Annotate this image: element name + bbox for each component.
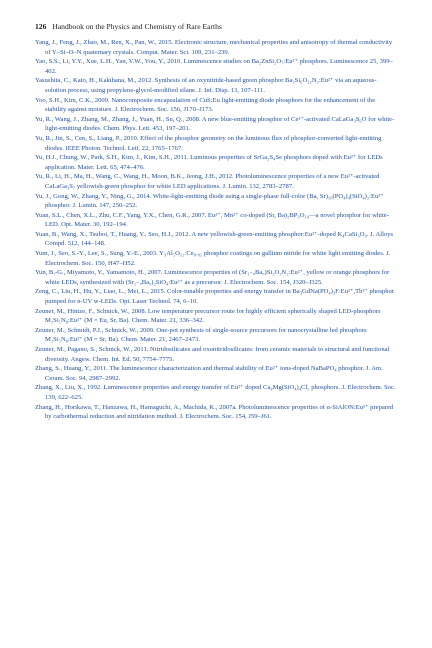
reference-item [35,134,396,153]
reference-item [35,172,396,191]
reference-link[interactable]: Zeuner, M., Schmidt, P.J., Schnick, W., 2009. One-pot synthesis of single-source precursors for nanocrystalline led phosphors M₂Si₅N₈:Eu²⁺ (M = Sr, Ba). Chem. Mater. 21, 2467–2473. [35,326,367,344]
reference-link[interactable]: Yang, J., Feng, J., Zhao, M., Ren, X., Pan, W., 2015. Electronic structure, mechanical properties and anisotropy of thermal conductivity of Y–Si–O–N quaternary crystals. Comput. Mater. Sci. 109, 231–239. [35,39,393,56]
reference-item [35,403,396,422]
running-header [35,22,396,32]
reference-item [35,192,396,211]
reference-link[interactable]: Yu, H.J., Chung, W., Park, S.H., Kim, J., Kim, S.H., 2011. Luminous properties of SrGa₂S₄Se phosphors doped with Eu²⁺ for LEDs application. Mater. Lett. 65, 474–476. [35,154,383,171]
reference-link[interactable]: Yuan, S.L., Chen, X.L., Zhu, C.F., Yang, Y.X., Chen, G.R., 2007. Eu²⁺, Mn²⁺ co-doped (Sr, Ba)₂BP₃O₁₀—a novel phosphor for white-LED. Opt. Mater. 30, 192–194. [35,211,389,229]
reference-item [35,115,396,134]
reference-link[interactable]: Yuan, B., Wang, X., Tsuboi, T., Huang, Y., Seo, H.J., 2012. A new yellowish-green-emitting phosphor:Eu²⁺-doped K₄CaSi₃O₉. J. Alloys Compd. 512, 144–148. [35,230,394,248]
reference-item [35,326,396,345]
reference-item [35,76,396,95]
reference-link[interactable]: Zeuner, M., Pagano, S., Schnick, W., 2011. Nitridosilicates and oxonitridosilicates: from ceramic materials to structural and functional diversity. Angew. Chem. Int. Ed. 50, 7754–7775. [35,346,390,363]
reference-link[interactable]: Zhang, H., Horikawa, T., Hanzawa, H., Hamaguchi, A., Machida, K., 2007a. Photoluminescence properties of α-SiAlON:Eu²⁺ prepared by carbothermal reduction and nitridation method. J. Electrochem. Soc. 154, J59–J61. [35,403,394,421]
reference-link[interactable]: Yum, J., Seo, S.-Y., Lee, S., Sung, Y.-E., 2003. Y₃Al₅O₁₂:Ce₀.₀₅ phosphor coatings on gallium nitride for white light emitting diodes. J. Electrochem. Soc. 150, H47–H52. [35,250,391,267]
reference-item [35,287,396,306]
reference-link[interactable]: Yun, B.-G., Miyamoto, Y., Yamamoto, H., 2007. Luminescence properties of (Sr₁₋ᵤBaᵤ)Si₂O₂N₂:Eu²⁺, yellow or orange phosphors for white LEDs, synthesized with (Sr₁₋ᵤBaᵤ)₂SiO₄:Eu²⁺ as a precursor. J. Electrochem. Soc. 154, J320–J325. [35,269,390,286]
reference-item [35,383,396,402]
reference-item [35,307,396,326]
reference-item [35,230,396,249]
reference-link[interactable]: Zhang, X., Liu, X., 1992. Luminescence properties and energy transfer of Eu²⁺ doped Ca₈Mg(SiO₄)₄Cl₂ phosphors. J. Electrochem. Soc. 139, 622–625. [35,384,396,401]
reference-link[interactable]: Yoo, S.H., Kim, C.K., 2009. Nanocomposite encapsulation of CuS:Eu light-emitting diode phosphors for the enhancement of the stability against moisture. J. Electrochem. Soc. 156, J170–J173. [35,96,376,114]
running-title: Handbook on the Physics and Chemistry of Rare Earths [52,22,222,31]
page-number: 126 [35,22,47,31]
reference-item [35,38,396,57]
reference-item [35,211,396,230]
reference-item [35,153,396,172]
reference-item [35,364,396,383]
reference-link[interactable]: Zhang, S., Huang, Y., 2011. The luminescence characterization and thermal stability of Eu²⁺ ions-doped NaBaPO₄ phosphor. J. Am. Ceram. Soc. 94, 2987–2992. [35,365,383,382]
reference-item [35,57,396,76]
reference-link[interactable]: Yu, J., Gong, W., Zhang, Y., Ning, G., 2014. White-light-emitting diode using a single-phase full-color (Ba, Sr)₁₀(PO₄)₄(SiO₄)₂:Eu²⁺ phosphor. J. Lumin. 147, 250–252. [35,192,384,210]
reference-link[interactable]: Yu, R., Li, H., Ma, H., Wang, C., Wang, H., Moon, B.K., Jeong, J.H., 2012. Photoluminescence properties of a new Eu²⁺-activated CaLaGa₃S₇ yellowish-green phosphor for white LED applications. J. Lumin. 132, 2783–2787. [35,173,380,190]
reference-list [35,38,396,422]
reference-link[interactable]: Yao, S.S., Li, Y.Y., Xue, L.H., Yan, Y.W., You, Y., 2010. Luminescence studies on Ba₂ZnSi₂O₇:Eu²⁺ phosphors. Luminescence 25, 399–402. [35,58,393,75]
reference-link[interactable]: Yu, R., Jin, S., Cen, S., Liang, P., 2010. Effect of the phosphor geometry on the luminous flux of phosphor-converted light-emitting diodes. IEEE Photon. Technol. Lett. 22, 1765–1767. [35,134,382,152]
reference-link[interactable]: Yu, R., Wang, J., Zhang, M., Zhang, J., Yuan, H., Su, Q., 2008. A new blue-emitting phosphor of Ce³⁺-activated CaLaGa₃S₆O for white-light-emitting diodes. Chem. Phys. Lett. 453, 197–201. [35,115,395,133]
reference-item [35,96,396,115]
reference-item [35,249,396,268]
reference-link[interactable]: Yasushita, C., Kato, H., Kakihana, M., 2012. Synthesis of an oxynitride-based green phosphor Ba₃Si₆O₁₂N₂:Eu²⁺ via an aqueous-solution process, using propylene-glycol-modified silane. J. Inf. Disp. 13, 107–111. [35,77,377,94]
reference-link[interactable]: Zeuner, M., Hintze, F., Schnick, W., 2008. Low temperature precursor route for highly efficient spherically shaped LED-phosphors M₂Si₅N₈:Eu²⁺ (M = Eu, Sr, Ba). Chem. Mater. 21, 336–342. [35,307,381,325]
reference-item [35,345,396,364]
reference-link[interactable]: Zeng, C., Liu, H., Hu, Y., Liao, L., Mei, L., 2015. Color-tunable properties and energy transfer in Ba₃GdNa(PO₄)₃F:Eu²⁺,Tb³⁺ phosphor pumped for n-UV w-LEDs. Opt. Laser Technol. 74, 6–10. [35,288,395,306]
reference-item [35,268,396,287]
